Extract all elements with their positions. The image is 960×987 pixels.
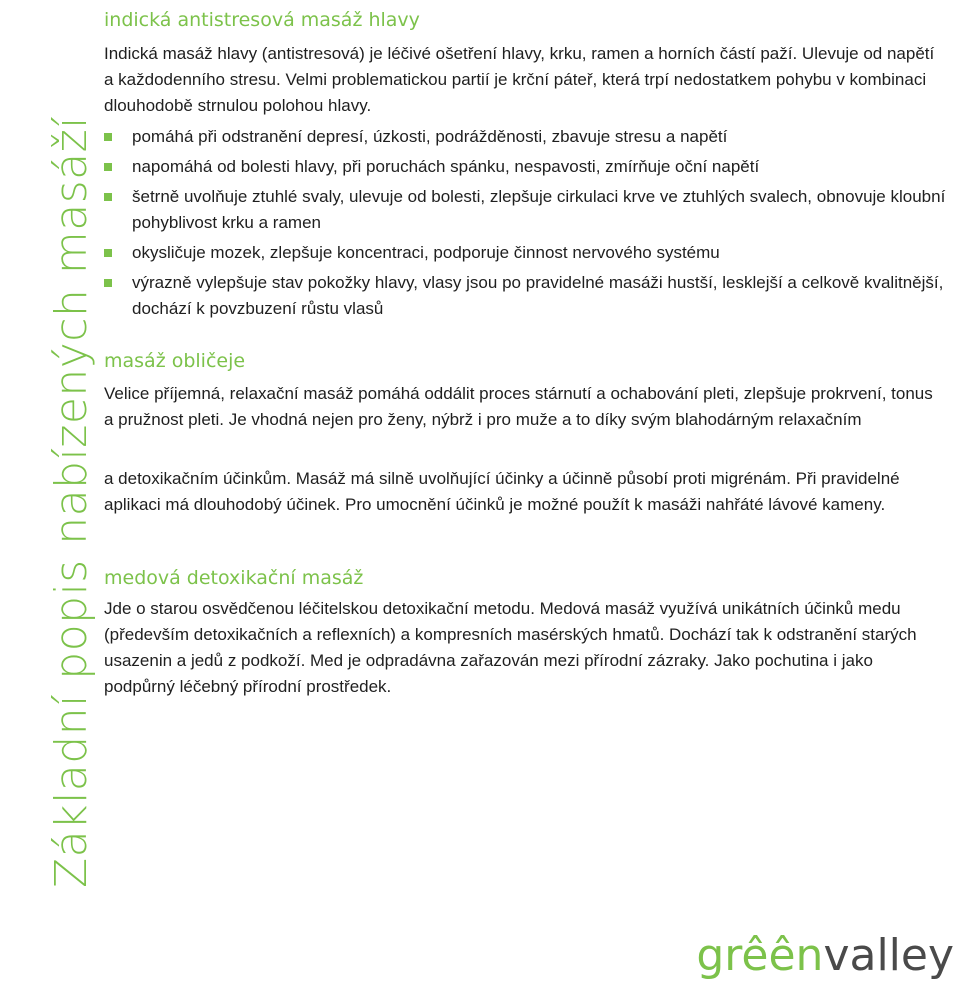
vertical-page-title-container <box>0 0 97 900</box>
square-bullet-icon <box>104 133 112 141</box>
section-paragraph: Indická masáž hlavy (antistresová) je léčivé ošetření hlavy, krku, ramen a horních částí paží. Ulevuje od napětí a každodenního stresu. Velmi problematickou partií je krční páteř, která trpí nedostatkem pohybu v kombinaci dlouhodobě strnulou polohou hlavy. <box>104 44 935 115</box>
section-paragraph: Jde o starou osvědčenou léčitelskou detoxikační metodu. Medová masáž využívá unikátních účinků medu (především detoxikačních a reflexních) a kompresních masérských hmatů. Dochází tak k odstranění starých usazenin a jedů z podkoží. Med je odpradávna zařazován mezi přírodní zázraky. Jako pochutina i jako podpůrný léčebný přírodní prostředek. <box>104 599 917 696</box>
logo-part-green: grêên <box>696 930 824 981</box>
list-item-text: napomáhá od bolesti hlavy, při poruchách spánku, nespavosti, zmírňuje oční napětí <box>132 157 760 176</box>
section-paragraph: a detoxikačním účinkům. Masáž má silně uvolňující účinky a účinně působí proti migrénám. Při pravidelné aplikaci má dlouhodobý účinek. Pro umocnění účinků je možné použít k masáži nahřáté lávové kameny. <box>104 469 900 514</box>
list-item <box>104 240 946 266</box>
list-item <box>104 184 946 236</box>
vertical-page-title: Základní popis nabízených masáží <box>46 116 97 888</box>
list-item-text: šetrně uvolňuje ztuhlé svaly, ulevuje od bolesti, zlepšuje cirkulaci krve ve ztuhlých svalech, obnovuje kloubní pohyblivost krku a ramen <box>132 187 946 232</box>
square-bullet-icon <box>104 193 112 201</box>
list-item-text: okysličuje mozek, zlepšuje koncentraci, podporuje činnost nervového systému <box>132 243 720 262</box>
list-item-text: výrazně vylepšuje stav pokožky hlavy, vlasy jsou po pravidelné masáži hustší, lesklejší a celkově kvalitnější, dochází k povzbuzení růstu vlasů <box>132 273 944 318</box>
list-item <box>104 154 946 180</box>
list-item <box>104 124 946 150</box>
section-heading-honey-massage: medová detoxikační masáž <box>104 567 364 589</box>
logo-part-valley: valley <box>823 930 954 981</box>
list-item-text: pomáhá při odstranění depresí, úzkosti, podrážděnosti, zbavuje stresu a napětí <box>132 127 728 146</box>
square-bullet-icon <box>104 163 112 171</box>
section-heading-face-massage: masáž obličeje <box>104 350 246 372</box>
square-bullet-icon <box>104 249 112 257</box>
list-item <box>104 270 946 322</box>
greenvalley-logo <box>696 931 954 981</box>
section-paragraph: Velice příjemná, relaxační masáž pomáhá oddálit proces stárnutí a ochabování pleti, zlepšuje prokrvení, tonus a pružnost pleti. Je vhodná nejen pro ženy, nýbrž i pro muže a to díky svým blahodárným relaxačním <box>104 384 933 429</box>
benefits-list <box>104 124 946 326</box>
square-bullet-icon <box>104 279 112 287</box>
section-heading-indian-head-massage: indická antistresová masáž hlavy <box>104 9 420 31</box>
